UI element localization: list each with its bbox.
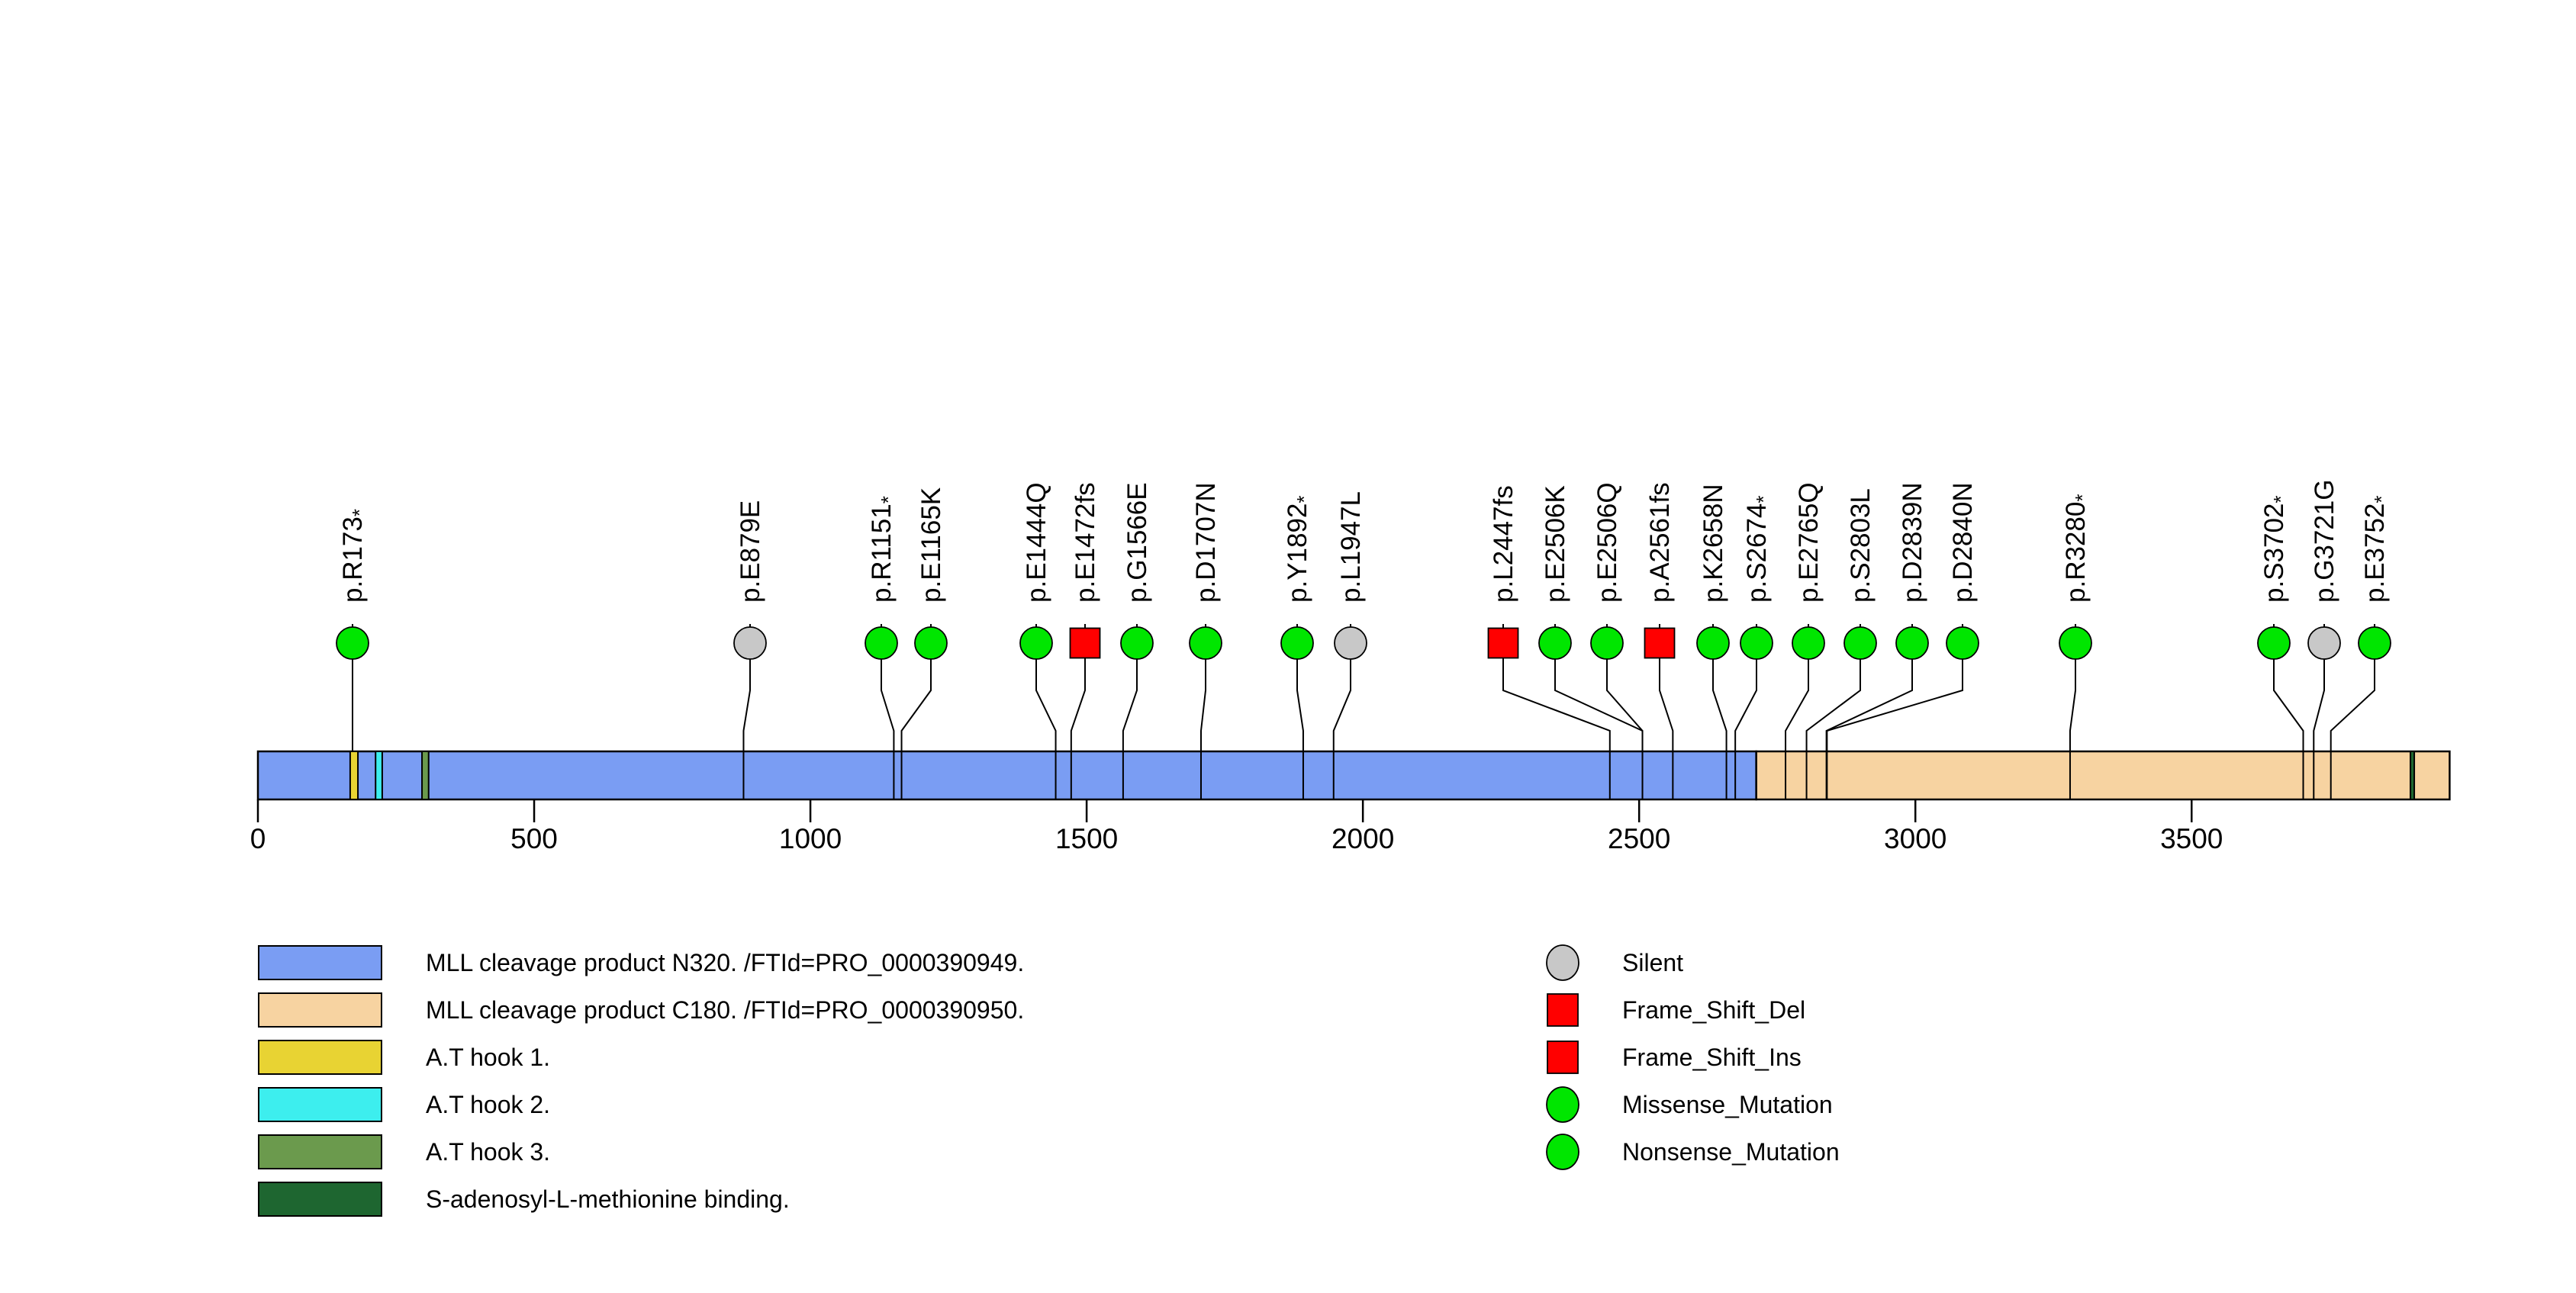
mutation-marker-p-e3752-star <box>2359 627 2391 659</box>
domain-a-t-hook-3 <box>422 751 429 799</box>
legend-label-frame-shift-del: Frame_Shift_Del <box>1622 996 1806 1024</box>
mutation-marker-p-y1892-star <box>1281 627 1313 659</box>
mutation-label-p-e2506q: p.E2506Q <box>1592 482 1622 603</box>
mutation-label-p-e1165k: p.E1165K <box>916 487 946 603</box>
mutation-marker-p-r1151-star <box>865 627 897 659</box>
mutation-label-p-d2839n: p.D2839N <box>1897 482 1927 603</box>
mutation-label-p-e2506k: p.E2506K <box>1540 485 1570 603</box>
legend-swatch-s-adenosyl-l-methionine-binding <box>259 1182 382 1216</box>
legend-swatch-mll-cleavage-product-n320-ftid-pro-0000390949 <box>259 946 382 979</box>
legend-swatch-mll-cleavage-product-c180-ftid-pro-0000390950 <box>259 993 382 1027</box>
mutation-label-p-r173-star: $p.R173_*$ <box>337 509 371 603</box>
legend-label-a-t-hook-3: A.T hook 3. <box>426 1138 551 1166</box>
mutation-label-p-y1892-star: $p.Y1892_*$ <box>1282 495 1315 603</box>
mutation-label-p-d1707n: p.D1707N <box>1190 482 1221 603</box>
protein-segment-mll-cleavage-product-c180 <box>1757 751 2450 799</box>
legend-label-mll-cleavage-product-c180-ftid-pro-0000390950: MLL cleavage product C180. /FTId=PRO_0000390950. <box>426 996 1025 1024</box>
legend-label-s-adenosyl-l-methionine-binding: S-adenosyl-L-methionine binding. <box>426 1185 790 1213</box>
mutation-markers <box>336 627 2391 659</box>
mutation-label-p-e3752-star: $p.E3752_*$ <box>2359 495 2393 603</box>
legend-marker-frame-shift-del <box>1547 994 1578 1026</box>
axis-tick-label-2000: 2000 <box>1331 823 1395 854</box>
mutation-marker-p-k2658n <box>1697 627 1729 659</box>
axis-tick-label-500: 500 <box>510 823 558 854</box>
legend-swatch-a-t-hook-3 <box>259 1135 382 1169</box>
protein-bar <box>258 751 2449 799</box>
domain-a-t-hook-2 <box>375 751 382 799</box>
axis-tick-label-0: 0 <box>250 823 266 854</box>
mutation-label-p-k2658n: p.K2658N <box>1698 484 1728 603</box>
legend-domains <box>259 946 1024 1216</box>
mutation-label-p-r1151-star: $p.R1151_*$ <box>866 496 900 603</box>
mutation-marker-p-d2839n <box>1896 627 1928 659</box>
mutation-marker-p-l1947l <box>1335 627 1367 659</box>
legend-label-a-t-hook-2: A.T hook 2. <box>426 1091 551 1118</box>
legend-label-frame-shift-ins: Frame_Shift_Ins <box>1622 1044 1802 1071</box>
mutation-marker-p-d2840n <box>1946 627 1979 659</box>
mutation-marker-p-r173-star <box>336 627 369 659</box>
mutation-label-p-a2561fs: p.A2561fs <box>1644 482 1675 603</box>
legend-marker-missense-mutation <box>1547 1087 1579 1122</box>
mutation-marker-p-l2447fs <box>1489 629 1518 658</box>
mutation-label-p-e1444q: p.E1444Q <box>1021 482 1051 603</box>
mutation-label-p-e1472fs: p.E1472fs <box>1070 482 1100 603</box>
legend-label-a-t-hook-1: A.T hook 1. <box>426 1044 551 1071</box>
axis-tick-label-1000: 1000 <box>778 823 842 854</box>
mutation-label-p-l1947l: p.L1947L <box>1335 491 1366 603</box>
mutation-labels <box>338 480 2394 603</box>
mutation-marker-p-g1566e <box>1121 627 1153 659</box>
mutation-label-p-s3702-star: $p.S3702_*$ <box>2259 495 2292 603</box>
mutation-label-p-s2803l: p.S2803L <box>1845 488 1876 603</box>
mutation-marker-p-g3721g <box>2308 627 2340 659</box>
mutation-marker-p-e2506k <box>1539 627 1571 659</box>
legend-mutation-types <box>1547 945 1840 1169</box>
mutation-label-p-s2674-star: $p.S2674_*$ <box>1741 495 1775 603</box>
mutation-marker-p-e1444q <box>1020 627 1052 659</box>
mutation-marker-p-e2765q <box>1792 627 1824 659</box>
axis-tick-label-3000: 3000 <box>1884 823 1947 854</box>
legend-marker-nonsense-mutation <box>1547 1134 1579 1169</box>
mutation-label-p-e2765q: p.E2765Q <box>1793 482 1824 603</box>
mutation-marker-p-r3280-star <box>2059 627 2091 659</box>
legend-label-nonsense-mutation: Nonsense_Mutation <box>1622 1138 1840 1166</box>
mutation-marker-p-e2506q <box>1591 627 1623 659</box>
legend-label-mll-cleavage-product-n320-ftid-pro-0000390949: MLL cleavage product N320. /FTId=PRO_0000390949. <box>426 949 1025 976</box>
mutation-label-p-g3721g: p.G3721G <box>2309 479 2339 603</box>
axis-tick-label-3500: 3500 <box>2160 823 2223 854</box>
mutation-label-p-g1566e: p.G1566E <box>1122 482 1152 603</box>
protein-axis <box>250 799 2223 854</box>
legend-label-missense-mutation: Missense_Mutation <box>1622 1091 1833 1118</box>
mutation-marker-p-e879e <box>734 627 766 659</box>
legend-label-silent: Silent <box>1622 949 1684 976</box>
mutation-label-p-r3280-star: $p.R3280_*$ <box>2060 494 2094 603</box>
mutation-marker-p-s2803l <box>1844 627 1876 659</box>
mutation-label-p-e879e: p.E879E <box>735 500 765 603</box>
mutation-label-p-d2840n: p.D2840N <box>1947 482 1978 603</box>
legend-marker-silent <box>1547 945 1579 980</box>
mutation-marker-p-d1707n <box>1190 627 1222 659</box>
mutation-marker-p-a2561fs <box>1645 629 1675 658</box>
domain-a-t-hook-1 <box>350 751 358 799</box>
mutation-marker-p-s2674-star <box>1740 627 1773 659</box>
mutation-marker-p-e1165k <box>915 627 947 659</box>
protein-segment-mll-cleavage-product-n320 <box>258 751 1757 799</box>
domain-s-adenosyl-l-methionine-binding <box>2410 751 2414 799</box>
mutation-label-p-l2447fs: p.L2447fs <box>1488 485 1518 603</box>
legend-swatch-a-t-hook-1 <box>259 1041 382 1074</box>
axis-tick-label-1500: 1500 <box>1055 823 1119 854</box>
axis-tick-label-2500: 2500 <box>1608 823 1671 854</box>
legend-marker-frame-shift-ins <box>1547 1041 1578 1073</box>
mutation-marker-p-s3702-star <box>2258 627 2290 659</box>
mutation-marker-p-e1472fs <box>1071 629 1100 658</box>
legend-swatch-a-t-hook-2 <box>259 1088 382 1121</box>
